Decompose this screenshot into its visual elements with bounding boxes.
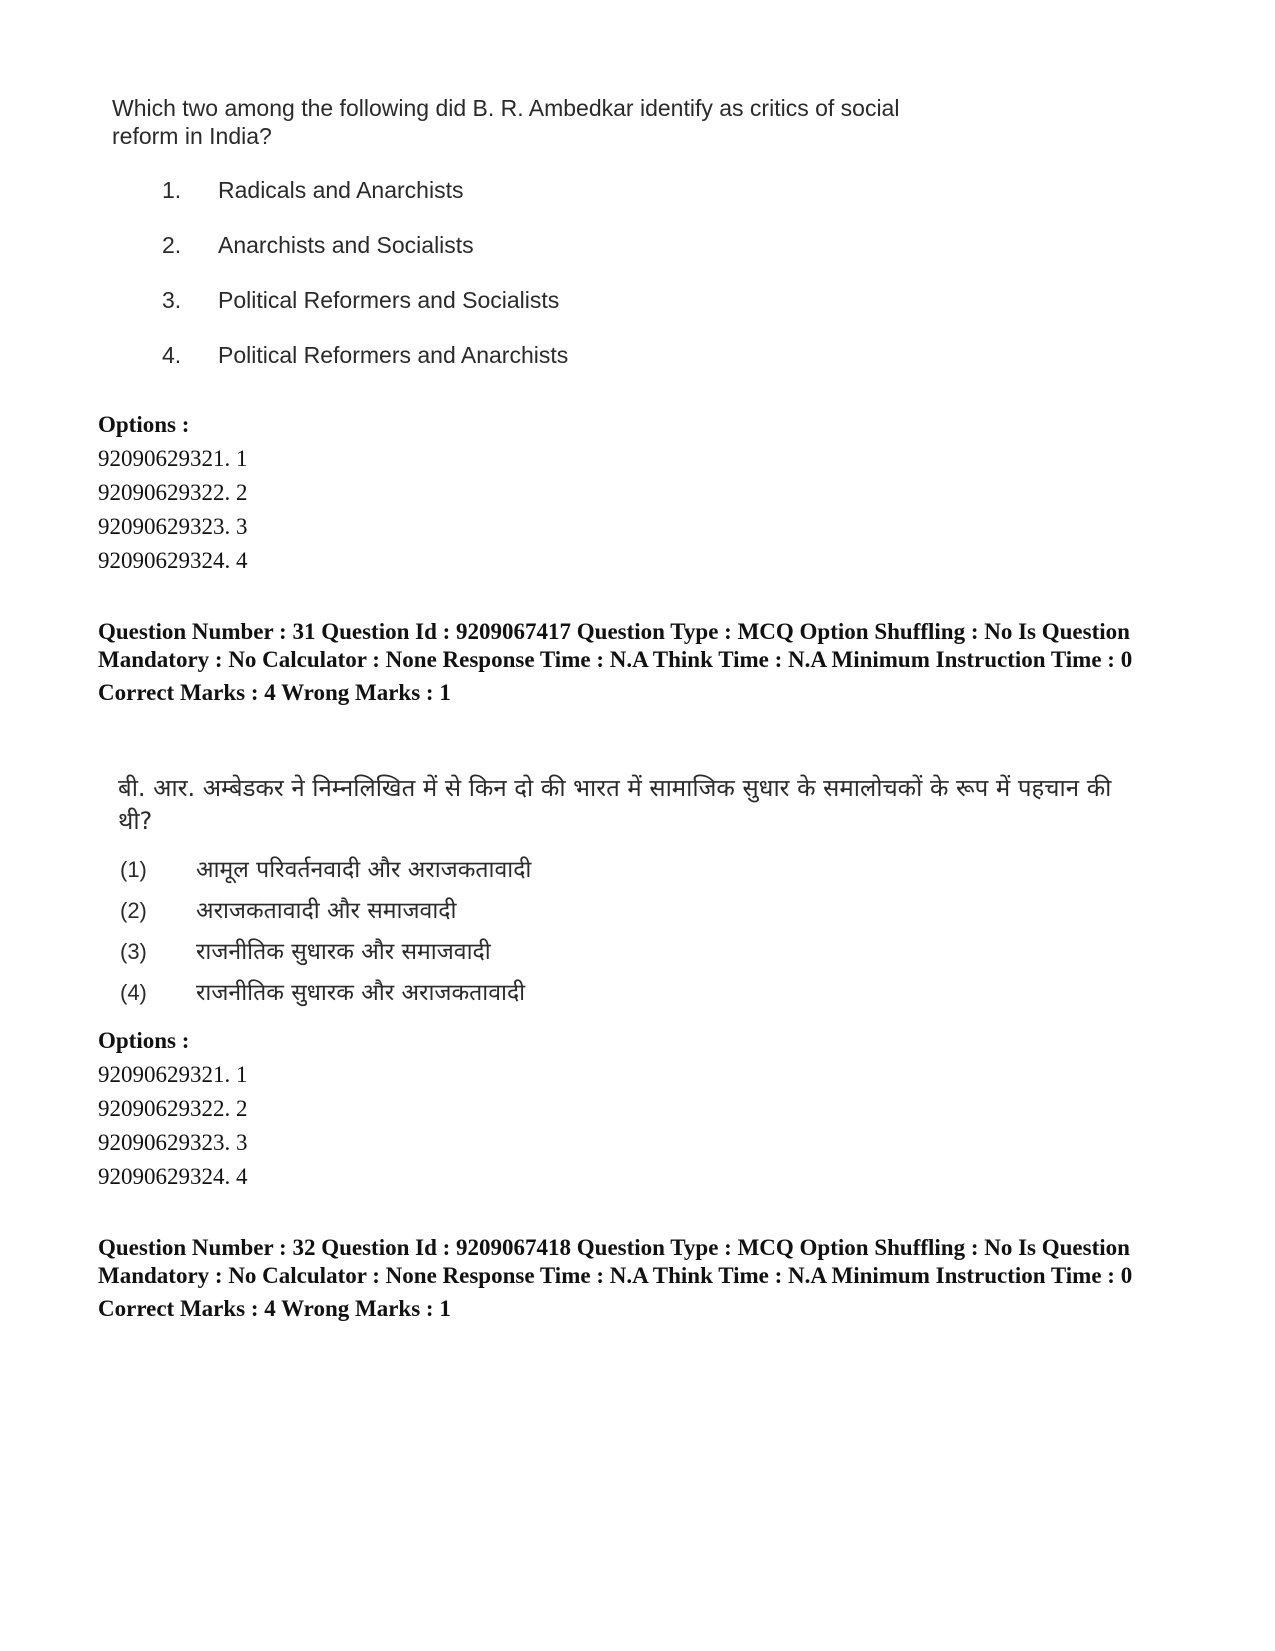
question-31-text: बी. आर. अम्बेडकर ने निम्नलिखित में से किन दो की भारत में सामाजिक सुधार के समालोचकों के रूप में पहचान की थी? <box>118 774 1112 835</box>
option-text: Political Reformers and Anarchists <box>218 342 569 368</box>
option-number: 1. <box>162 177 182 203</box>
question-30-image <box>112 94 1012 368</box>
question-31-meta <box>98 618 1198 708</box>
option-id-line: 92090629323. 3 <box>98 514 248 539</box>
option-number: 2. <box>162 232 182 258</box>
option-text: राजनीतिक सुधारक और अराजकतावादी <box>196 980 526 1006</box>
option-id-line: 92090629323. 3 <box>98 1130 248 1155</box>
option-text: राजनीतिक सुधारक और समाजवादी <box>196 939 491 965</box>
option-id-line: 92090629322. 2 <box>98 480 248 505</box>
option-text: आमूल परिवर्तनवादी और अराजकतावादी <box>196 857 532 883</box>
option-id-line: 92090629321. 1 <box>98 1062 248 1087</box>
option-id-line: 92090629322. 2 <box>98 1096 248 1121</box>
question-meta-text: Question Number : 31 Question Id : 9209067417 Question Type : MCQ Option Shuffling : No Is Question Mandatory : No Calculator : None Response Time : N.A Think Time : N.A Minimum Instruction Time : 0 <box>98 619 1133 672</box>
marks-line: Correct Marks : 4 Wrong Marks : 1 <box>98 1296 451 1321</box>
question-30-text: Which two among the following did B. R. Ambedkar identify as critics of social reform in India? <box>112 95 900 149</box>
option-number: 3. <box>162 287 182 313</box>
marks-line: Correct Marks : 4 Wrong Marks : 1 <box>98 680 451 705</box>
option-id-line: 92090629321. 1 <box>98 446 248 471</box>
option-id-line: 92090629324. 4 <box>98 548 248 573</box>
option-text: Anarchists and Socialists <box>218 232 474 258</box>
option-number: (4) <box>120 980 147 1005</box>
question-32-meta <box>98 1234 1198 1324</box>
question-30-options <box>98 408 248 578</box>
options-title: Options : <box>98 1028 190 1053</box>
option-text: Radicals and Anarchists <box>218 177 464 203</box>
option-id-line: 92090629324. 4 <box>98 1164 248 1189</box>
question-31-options <box>98 1024 248 1194</box>
option-number: (1) <box>120 857 147 882</box>
question-31-image <box>118 772 1118 1006</box>
option-text: Political Reformers and Socialists <box>218 287 560 313</box>
option-number: (2) <box>120 898 147 923</box>
option-text: अराजकतावादी और समाजवादी <box>196 898 457 924</box>
option-number: (3) <box>120 939 147 964</box>
options-title: Options : <box>98 412 190 437</box>
question-meta-text: Question Number : 32 Question Id : 9209067418 Question Type : MCQ Option Shuffling : No Is Question Mandatory : No Calculator : None Response Time : N.A Think Time : N.A Minimum Instruction Time : 0 <box>98 1235 1133 1288</box>
option-number: 4. <box>162 342 182 368</box>
